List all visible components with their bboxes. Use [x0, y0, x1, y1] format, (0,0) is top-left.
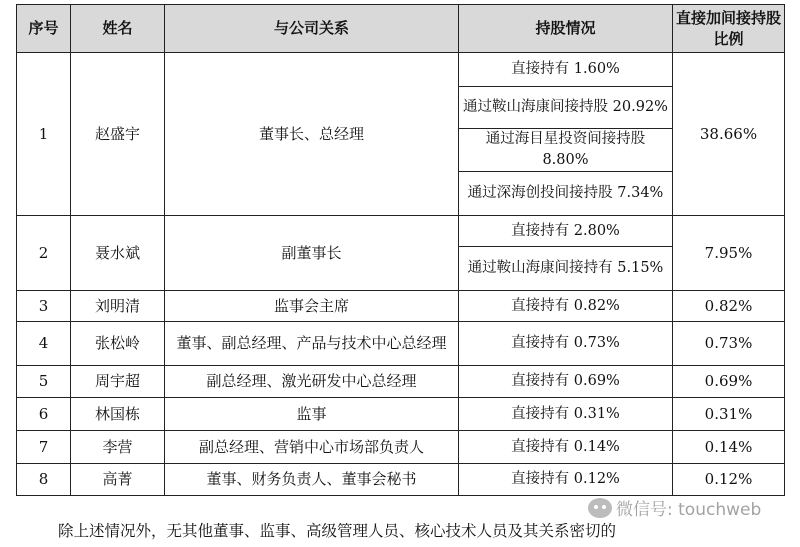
row-name: 赵盛宇: [71, 53, 165, 216]
row-holding: 通过深海创投间接持股 7.34%: [459, 172, 673, 216]
table-row: [17, 291, 785, 322]
row-total: 0.73%: [673, 322, 785, 366]
row-holding: 直接持有 1.60%: [459, 53, 673, 87]
row-no: 2: [17, 216, 71, 291]
table-row: [17, 398, 785, 431]
row-holding: 直接持有 0.12%: [459, 464, 673, 496]
row-holding: 通过鞍山海康间接持股 20.92%: [459, 87, 673, 129]
row-no: 5: [17, 366, 71, 398]
row-name: 张松岭: [71, 322, 165, 366]
row-relation: 监事: [165, 398, 459, 431]
row-total: 0.12%: [673, 464, 785, 496]
header-name: 姓名: [71, 5, 165, 53]
row-name: 刘明清: [71, 291, 165, 322]
header-relation: 与公司关系: [165, 5, 459, 53]
row-relation: 董事长、总经理: [165, 53, 459, 216]
row-name: 周宇超: [71, 366, 165, 398]
row-relation: 董事、副总经理、产品与技术中心总经理: [165, 322, 459, 366]
row-holding: 直接持有 0.69%: [459, 366, 673, 398]
row-total: 0.31%: [673, 398, 785, 431]
table-row: [17, 464, 785, 496]
wechat-icon: [588, 498, 612, 518]
row-holding: 直接持有 0.73%: [459, 322, 673, 366]
row-relation: 董事、财务负责人、董事会秘书: [165, 464, 459, 496]
row-name: 林国栋: [71, 398, 165, 431]
row-holding: 通过鞍山海康间接持有 5.15%: [459, 247, 673, 291]
row-relation: 监事会主席: [165, 291, 459, 322]
header-row: [17, 5, 785, 53]
row-relation: 副总经理、营销中心市场部负责人: [165, 431, 459, 464]
header-holdings: 持股情况: [459, 5, 673, 53]
row-relation: 副董事长: [165, 216, 459, 291]
row-no: 3: [17, 291, 71, 322]
table-row: [17, 53, 785, 87]
row-total: 7.95%: [673, 216, 785, 291]
row-no: 8: [17, 464, 71, 496]
row-holding: 直接持有 2.80%: [459, 216, 673, 247]
row-no: 6: [17, 398, 71, 431]
table-row: [17, 322, 785, 366]
row-total: 0.69%: [673, 366, 785, 398]
header-total: 直接加间接持股比例: [673, 5, 785, 53]
header-no: 序号: [17, 5, 71, 53]
row-no: 7: [17, 431, 71, 464]
row-name: 聂水斌: [71, 216, 165, 291]
row-holding: 直接持有 0.82%: [459, 291, 673, 322]
row-holding: 通过海目星投资间接持股 8.80%: [459, 129, 673, 172]
row-total: 38.66%: [673, 53, 785, 216]
table-row: [17, 216, 785, 247]
table-row: [17, 366, 785, 398]
shareholding-table: [16, 4, 785, 496]
table-row: [17, 431, 785, 464]
row-total: 0.82%: [673, 291, 785, 322]
row-holding: 直接持有 0.31%: [459, 398, 673, 431]
row-holding: 直接持有 0.14%: [459, 431, 673, 464]
watermark-text: 微信号: touchweb: [616, 500, 762, 520]
row-no: 1: [17, 53, 71, 216]
row-total: 0.14%: [673, 431, 785, 464]
row-name: 李营: [71, 431, 165, 464]
row-relation: 副总经理、激光研发中心总经理: [165, 366, 459, 398]
row-name: 高菁: [71, 464, 165, 496]
footer-paragraph: 除上述情况外，无其他董事、监事、高级管理人员、核心技术人员及其关系密切的: [58, 522, 617, 540]
row-no: 4: [17, 322, 71, 366]
watermark: [588, 495, 761, 520]
